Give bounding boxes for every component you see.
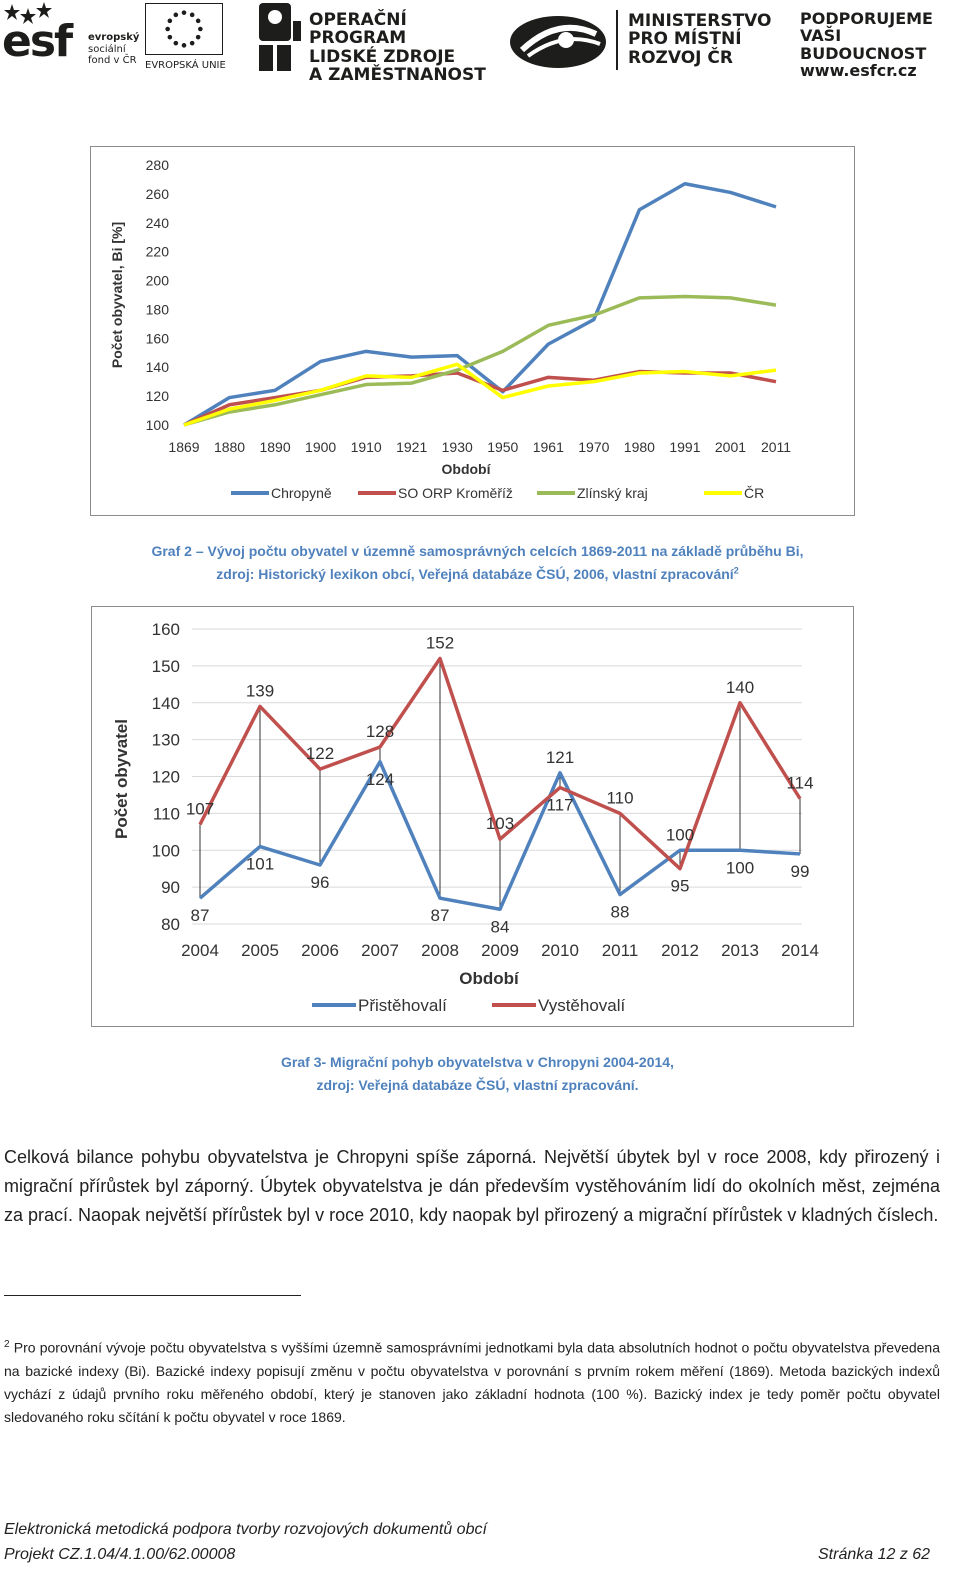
mmr-title [628,12,772,67]
eu-star-icon [174,13,179,18]
y-tick-label: 160 [145,330,169,347]
data-label: 124 [365,769,395,789]
page-header [0,0,960,86]
eu-star-icon [168,35,173,40]
series-line-2 [184,296,776,425]
y-tick-label: 220 [145,243,169,260]
data-label: 87 [190,906,210,926]
y-tick-label: 110 [152,804,180,824]
footer-project: Projekt CZ.1.04/4.1.00/62.00008 [4,1546,236,1563]
body-paragraph: Celková bilance pohybu obyvatelstva je Chropyni spíše záporná. Největší úbytek byl v roce 2008, kdy přirozený i migrační přírůstek byl záporný. Úbytek obyvatelstva je dán především vystěhováním lidí do okolních měst, zejména za prací. Naopak největší přírůstek byl v roce 2010, kdy naopak byl přirozený a migrační přírůstek v kladných číslech. [4,1147,940,1225]
y-tick-label: 80 [161,915,180,934]
legend-label: ČR [744,485,765,501]
data-label: 103 [485,814,515,834]
op-title-line: A ZAMĚSTNANOST [309,65,486,86]
mmr-title-line: ROZVOJ ČR [628,47,733,68]
footer-title: Elektronická metodická podpora tvorby rozvojových dokumentů obcí [4,1521,487,1538]
legend-label: Chropyně [271,485,332,501]
data-label: 87 [430,906,450,926]
x-tick-label: 2008 [421,941,459,960]
x-tick-label: 2004 [181,941,219,960]
y-axis-title: Počet obyvatel [112,719,131,839]
x-tick-label: 1869 [168,439,200,455]
eu-logo [145,3,225,75]
mmr-emblem-icon [508,10,612,72]
x-tick-label: 1980 [623,439,655,455]
x-axis-title: Období [459,969,519,988]
y-tick-label: 100 [145,417,169,433]
op-title [309,11,495,84]
x-tick-label: 2010 [541,941,579,960]
footnote-separator [4,1295,301,1296]
chart1-caption-line2 [60,563,895,586]
data-label: 100 [725,858,755,878]
data-label: 84 [490,917,510,937]
chart2-caption-line: Graf 3- Migrační pohyb obyvatelstva v Chropyni 2004-2014, [281,1054,674,1070]
esf-subtitle-line: sociální [88,43,126,55]
chart1-caption [60,540,895,586]
mmr-title-line: MINISTERSTVO [628,11,772,31]
op-title-line: LIDSKÉ ZDROJE [309,46,456,67]
y-tick-label: 120 [151,767,180,787]
footnote-number: 2 [4,1339,10,1350]
chart-population-index [90,146,855,516]
legend-label: Vystěhovalí [538,996,626,1015]
chart2-svg [92,607,852,1025]
chart1-caption-line: Graf 2 – Vývoj počtu obyvatel v územně samosprávných celcích 1869-2011 na základě průběhu Bi, [151,543,804,559]
eu-star-icon [174,41,179,46]
y-tick-label: 240 [145,214,169,231]
x-tick-label: 2006 [301,941,339,960]
data-label: 110 [606,788,634,808]
data-label: 107 [185,799,215,819]
footer-page-number: Stránka 12 z 62 [818,1546,931,1563]
x-tick-label: 2005 [241,941,279,960]
eu-star-icon [198,27,203,32]
legend-label: SO ORP Kroměříž [398,485,513,501]
esf-subtitle-line: fond v ČR [88,55,137,66]
y-tick-label: 200 [145,272,169,289]
data-label: 96 [310,873,330,892]
footnote-text: Pro porovnání vývoje počtu obyvatelstva s vyššími územně samosprávními jednotkami byla data absolutních hodnot o počtu obyvatelstva převedena na bazické indexy (Bi). Bazické indexy popisují změnu v počtu obyvatelstva v porovnání s prvním rokem měření (1869). Metoda bazických indexů vychází z údajů prvního roku měřeného období, který je stanoven jako základní hodnota (100 %). Bazický index je tedy poměr počtu obyvatel sledovaného roku sčítání k počtu obyvatel v roce 1869. [4,1339,941,1425]
y-tick-label: 260 [145,185,169,202]
chart-migration [91,606,854,1027]
x-tick-label: 1970 [578,439,610,455]
op-person-icon [255,3,303,71]
data-label: 101 [245,854,275,874]
y-tick-label: 100 [151,841,180,861]
eu-flag-icon [145,3,223,55]
op-title-line: OPERAČNÍ PROGRAM [309,10,407,49]
esf-subtitle-line: evropský [88,32,140,43]
y-tick-label: 120 [145,388,169,405]
data-label: 139 [245,681,275,701]
y-axis-title: Počet obyvatel, Bi [%] [109,221,125,369]
footnote [4,1333,940,1429]
x-tick-label: 2009 [481,941,519,960]
eu-star-icon [165,27,170,32]
x-tick-label: 1961 [532,439,564,455]
data-label: 114 [786,773,814,793]
y-tick-label: 90 [161,878,180,898]
eu-star-icon [196,35,201,40]
esf-subtitle [88,32,139,67]
support-line: PODPORUJEME [800,9,933,28]
data-label: 99 [790,861,810,881]
data-label: 88 [610,902,630,922]
support-line: VAŠI BUDOUCNOST [800,26,927,63]
data-label: 140 [725,677,755,697]
data-label: 121 [545,747,575,767]
mmr-title-line: PRO MÍSTNÍ [628,29,742,50]
legend-label: Přistěhovalí [358,996,447,1015]
eu-star-icon [182,43,187,48]
esf-logo-text: esf [2,16,72,67]
mmr-divider [616,10,618,70]
eu-star-icon [190,13,195,18]
eu-star-icon [196,19,201,24]
y-tick-label: 160 [151,620,180,639]
x-tick-label: 2012 [661,941,699,960]
support-slogan [800,10,960,79]
data-label: 122 [305,744,335,764]
op-logo [255,3,495,86]
chart2-caption [60,1051,895,1097]
x-tick-label: 2011 [601,941,639,960]
y-tick-label: 180 [145,301,169,318]
y-tick-label: 150 [151,656,180,676]
eu-star-icon [182,10,187,15]
y-tick-label: 140 [145,359,169,376]
x-tick-label: 2001 [714,439,747,455]
x-tick-label: 2013 [721,941,759,960]
x-tick-label: 2014 [781,941,819,960]
data-label: 128 [365,722,395,741]
x-axis-title: Období [441,461,491,477]
chart1-svg [91,147,853,514]
chart1-caption-source: zdroj: Historický lexikon obcí, Veřejná databáze ČSÚ, 2006, vlastní zpracování [216,566,734,583]
eu-label: EVROPSKÁ UNIE [145,60,226,71]
esf-logo [2,2,140,74]
x-tick-label: 1921 [396,439,428,455]
footnote-ref[interactable]: 2 [733,565,739,576]
chart2-caption-line: zdroj: Veřejná databáze ČSÚ, vlastní zpracování. [316,1077,639,1094]
mmr-logo [508,6,778,76]
x-tick-label: 2007 [361,941,399,960]
series-line-0 [184,184,776,425]
eu-star-icon [168,19,173,24]
x-tick-label: 1991 [669,439,701,455]
x-tick-label: 2011 [760,439,792,455]
x-tick-label: 1890 [259,439,291,455]
data-label: 117 [546,795,574,815]
y-tick-label: 280 [145,157,169,173]
x-tick-label: 1880 [213,439,246,455]
x-tick-label: 1900 [305,439,337,455]
y-tick-label: 140 [151,693,180,713]
data-label: 100 [665,825,695,845]
x-tick-label: 1930 [441,439,473,455]
x-tick-label: 1910 [350,439,382,455]
data-label: 152 [425,633,455,653]
x-tick-label: 1950 [487,439,519,455]
y-tick-label: 130 [151,730,180,750]
eu-star-icon [190,41,195,46]
support-url[interactable]: www.esfcr.cz [800,60,917,80]
series-line-1 [200,659,800,869]
data-label: 95 [670,876,690,896]
legend-label: Zlínský kraj [577,485,648,501]
